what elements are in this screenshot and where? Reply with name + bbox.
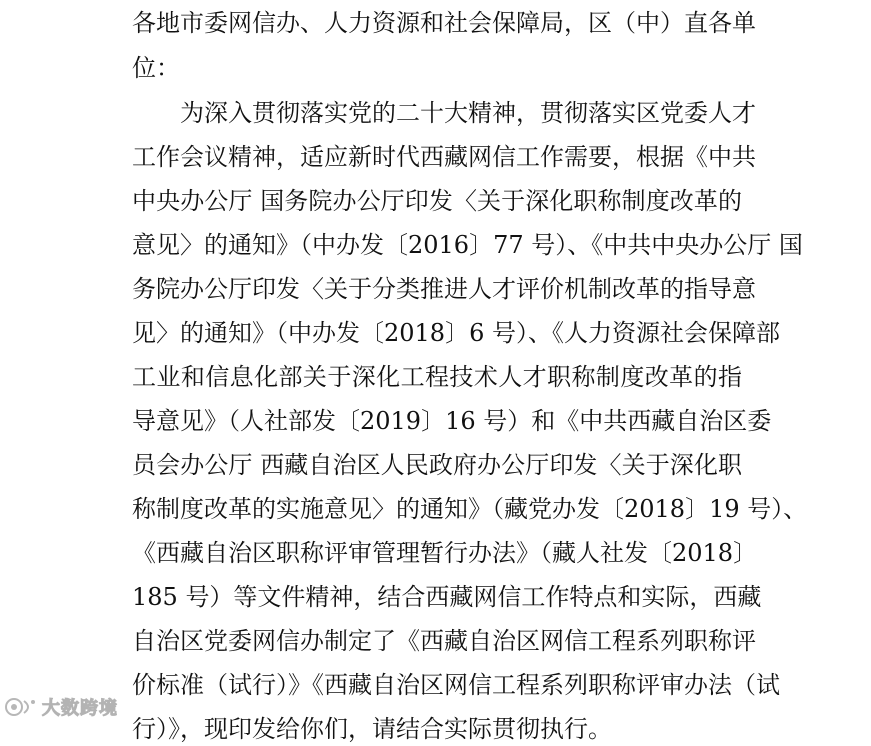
document-line: 工业和信息化部关于深化工程技术人才职称制度改革的指 [132,363,742,391]
document-line: 行）》，现印发给你们，请结合实际贯彻执行。 [132,715,612,743]
document-line: 工作会议精神，适应新时代西藏网信工作需要，根据《中共 [132,143,756,171]
document-line: 务院办公厅印发〈关于分类推进人才评价机制改革的指导意 [132,275,756,303]
watermark-logo-icon [4,696,38,718]
document-line: 称制度改革的实施意见〉的通知》（藏党办发〔2018〕19 号）、 [132,495,808,523]
document-line: 员会办公厅 西藏自治区人民政府办公厅印发〈关于深化职 [132,451,742,479]
document-line: 《西藏自治区职称评审管理暂行办法》（藏人社发〔2018〕 [132,539,758,567]
document-line: 为深入贯彻落实党的二十大精神，贯彻落实区党委人才 [180,99,756,127]
document-line: 中央办公厅 国务院办公厅印发〈关于深化职称制度改革的 [132,187,742,215]
document-line: 见〉的通知》（中办发〔2018〕6 号）、《人力资源社会保障部 [132,319,780,347]
document-line: 各地市委网信办、人力资源和社会保障局，区（中）直各单 [132,9,756,37]
watermark [4,694,118,720]
document-line: 185 号）等文件精神，结合西藏网信工作特点和实际，西藏 [132,583,762,611]
watermark-text: 大数跨境 [42,698,118,719]
document-line: 导意见》（人社部发〔2019〕16 号）和《中共西藏自治区委 [132,407,772,435]
document-line: 意见〉的通知》（中办发〔2016〕77 号）、《中共中央办公厅 国 [132,231,803,259]
document-line: 自治区党委网信办制定了《西藏自治区网信工程系列职称评 [132,627,756,655]
document-line: 位： [132,54,180,82]
document-line: 价标准（试行）》《西藏自治区网信工程系列职称评审办法（试 [132,671,780,699]
